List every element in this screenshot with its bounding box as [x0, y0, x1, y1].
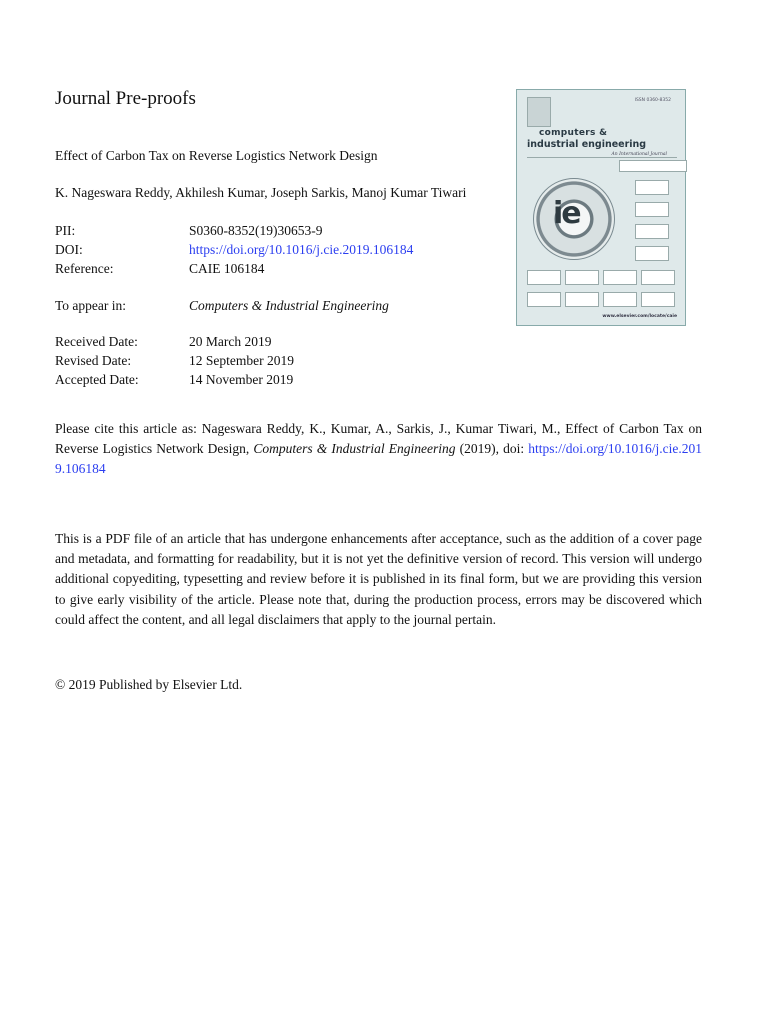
article-authors: K. Nageswara Reddy, Akhilesh Kumar, Joseph Sarkis, Manoj Kumar Tiwari — [55, 185, 467, 200]
accepted-label: Accepted Date: — [55, 372, 139, 387]
pii-label: PII: — [55, 223, 76, 238]
elsevier-logo-icon — [527, 97, 551, 127]
reference-value: CAIE 106184 — [189, 261, 265, 276]
cover-section-box — [603, 292, 637, 307]
disclaimer-paragraph: This is a PDF file of an article that has undergone enhancements after acceptance, such as the addition of a cover page and metadata, and formatting for readability, but it is not yet the definitive version of record. This version will undergo additional copyediting, typesetting and review before it is published in its final form, but we are providing this version to give early visibility of the article. Please note that, during the production process, errors may be discovered which could affect the content, and all legal disclaimers that apply to the journal pertain. — [55, 531, 702, 627]
cover-section-box — [603, 270, 637, 285]
cover-section-box — [527, 270, 561, 285]
journal-cover-image — [516, 89, 686, 326]
appear-label: To appear in: — [55, 298, 127, 313]
cover-section-box — [565, 292, 599, 307]
citation-middle: (2019), doi: — [455, 441, 529, 457]
cover-title-line1: computers & — [539, 128, 608, 138]
appear-journal: Computers & Industrial Engineering — [189, 298, 389, 313]
received-value: 20 March 2019 — [189, 334, 272, 349]
reference-label: Reference: — [55, 261, 114, 276]
cover-section-box — [641, 270, 675, 285]
cover-title-line2: industrial engineering — [527, 139, 647, 150]
revised-value: 12 September 2019 — [189, 353, 294, 368]
cover-section-box — [527, 292, 561, 307]
cover-white-bar — [619, 160, 687, 172]
cover-section-box — [635, 224, 669, 239]
citation-doi-link[interactable]: https://doi.org/10.1016/j.cie.2019.106184 — [55, 441, 703, 477]
citation-journal: Computers & Industrial Engineering — [253, 441, 456, 457]
cover-subtitle: An International Journal — [611, 152, 667, 157]
cover-url: www.elsevier.com/locate/caie — [602, 314, 677, 319]
pii-value: S0360-8352(19)30653-9 — [189, 223, 323, 238]
cover-section-box — [641, 292, 675, 307]
ie-logo-text: ie — [553, 196, 580, 231]
cover-issn: ISSN 0360-8352 — [634, 98, 671, 103]
accepted-value: 14 November 2019 — [189, 372, 294, 387]
received-label: Received Date: — [55, 334, 138, 349]
cover-section-box — [635, 180, 669, 195]
doi-link[interactable]: https://doi.org/10.1016/j.cie.2019.106184 — [189, 242, 414, 257]
revised-label: Revised Date: — [55, 353, 132, 368]
cover-section-box — [635, 246, 669, 261]
cover-section-box — [565, 270, 599, 285]
citation-prefix: Please cite this article as: Nageswara Reddy, K., Kumar, A., Sarkis, J., Kumar Tiwari, M., Effect of Carbon Tax on Reverse Logistics Network Design, — [55, 421, 702, 457]
journal-preproofs-header: Journal Pre-proofs — [55, 88, 196, 109]
cover-section-box — [635, 202, 669, 217]
copyright-notice: © 2019 Published by Elsevier Ltd. — [55, 677, 243, 692]
doi-label: DOI: — [55, 242, 83, 257]
citation-paragraph — [55, 419, 702, 480]
cover-rule — [527, 157, 677, 158]
article-title: Effect of Carbon Tax on Reverse Logistics Network Design — [55, 148, 378, 163]
